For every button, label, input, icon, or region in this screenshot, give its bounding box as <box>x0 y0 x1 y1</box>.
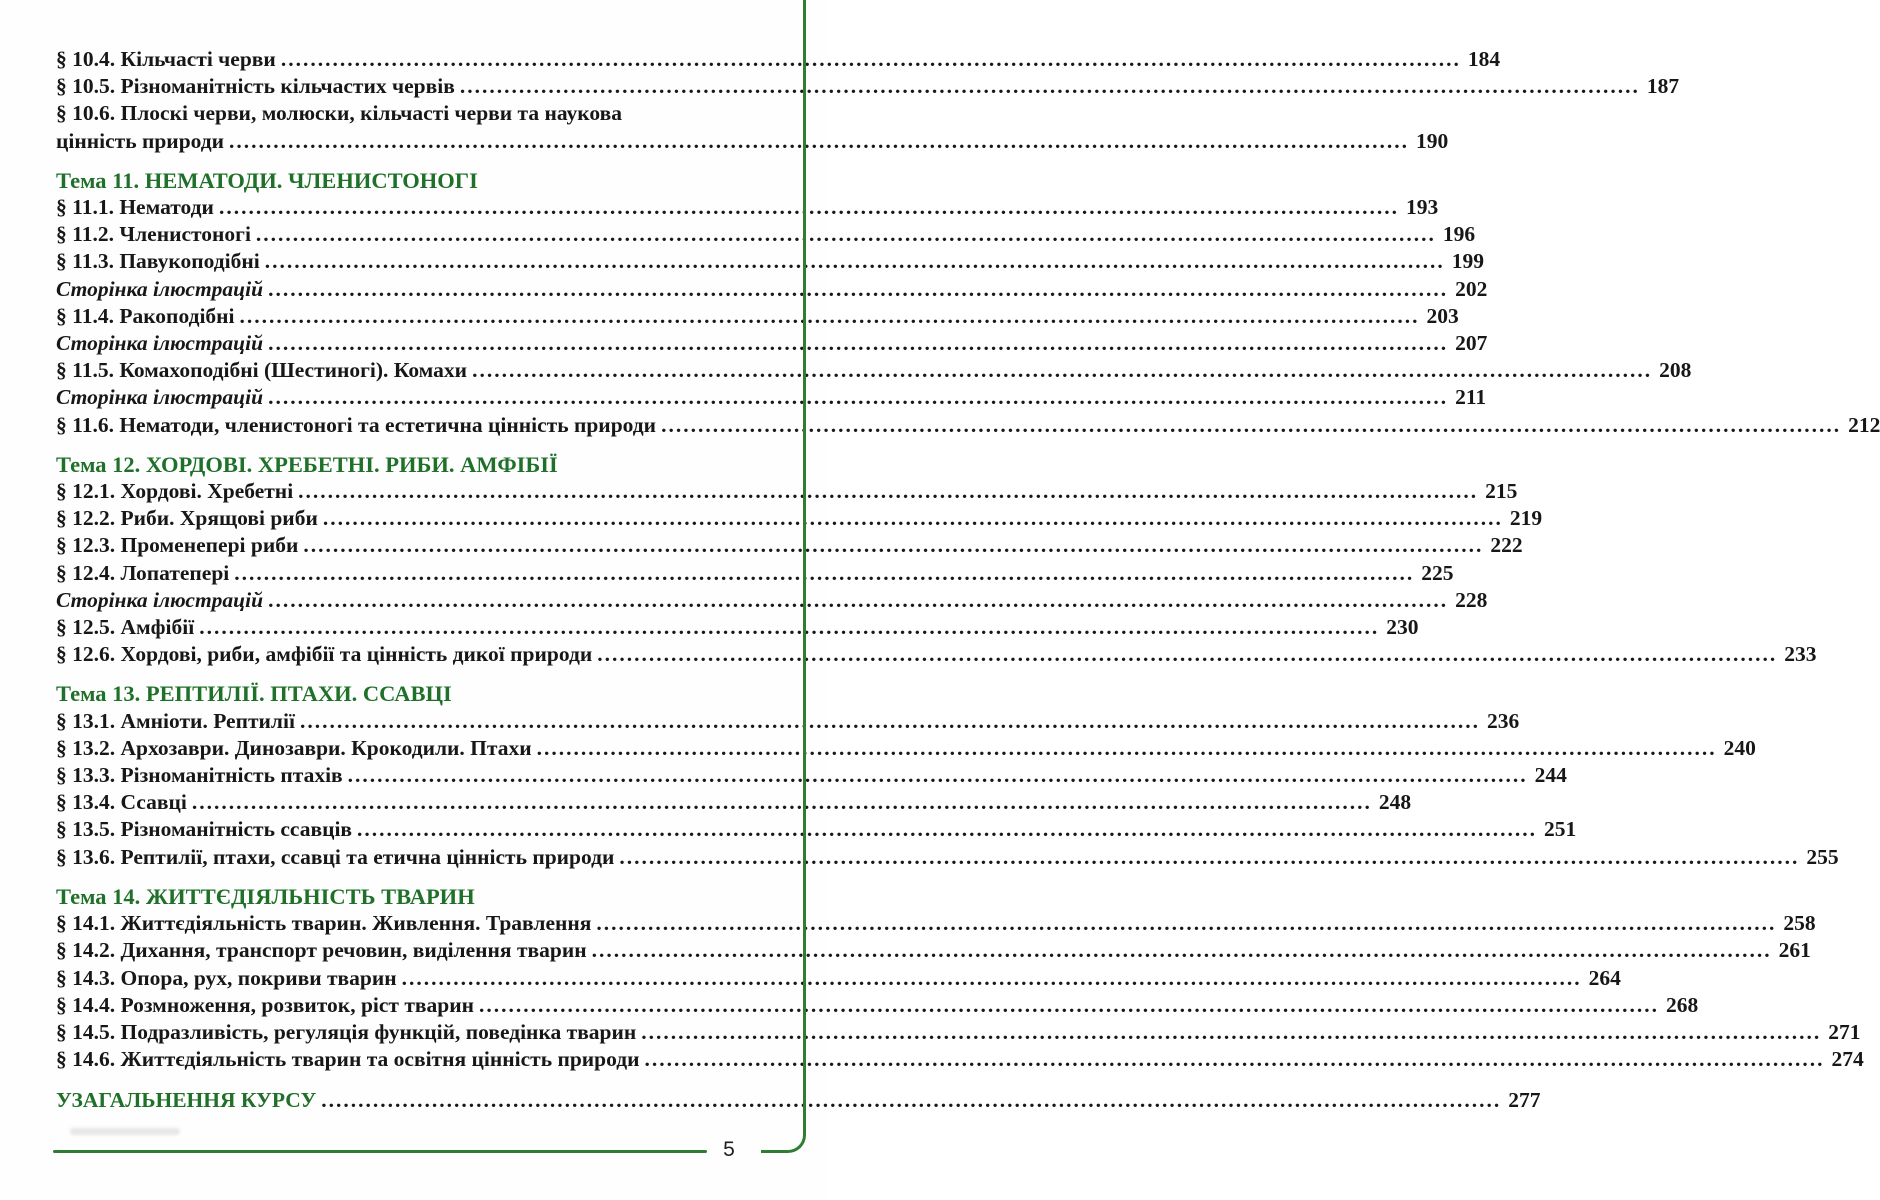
toc-page-number: 219 <box>1509 506 1543 531</box>
toc-entry-label: Сторінка ілюстрацій <box>56 587 264 612</box>
toc-entry-label: § 13.1. Амніоти. Рептилії <box>56 708 295 733</box>
toc-entry-label: § 12.3. Променепері риби <box>56 533 299 558</box>
toc-entry <box>56 194 1439 221</box>
toc-entry-label: § 13.2. Архозаври. Динозаври. Крокодили. Птахи <box>56 735 532 760</box>
toc-entry <box>56 412 1880 439</box>
toc-page-number: 236 <box>1486 708 1520 733</box>
toc-entry <box>56 384 1487 411</box>
toc-entry <box>56 478 1518 505</box>
toc-page-number: 193 <box>1405 195 1439 220</box>
toc-page-number: 222 <box>1490 533 1523 558</box>
toc-dot-leader: ................................................................................................................................................................ <box>268 385 1449 410</box>
right-green-border <box>761 0 806 1153</box>
toc-page-number: 251 <box>1544 817 1577 842</box>
toc-dot-leader: ................................................................................................................................................................ <box>264 249 1445 274</box>
toc-dot-leader: ................................................................................................................................................................ <box>459 74 1640 99</box>
toc-page-number: 248 <box>1378 790 1412 815</box>
scan-artifact <box>70 1128 180 1135</box>
toc-entry <box>56 1087 1541 1114</box>
toc-dot-leader: ................................................................................................................................................................ <box>298 479 1479 504</box>
toc-entry-label: Сторінка ілюстрацій <box>56 331 264 356</box>
toc-dot-leader: ................................................................................................................................................................ <box>472 358 1653 383</box>
toc-entry-label: § 10.6. Плоскі черви, молюски, кільчасті черви та наукова <box>56 101 622 126</box>
toc-dot-leader: ................................................................................................................................................................ <box>401 965 1582 990</box>
toc-entry-label: § 12.1. Хордові. Хребетні <box>56 479 294 504</box>
toc-entry-label: § 11.1. Нематоди <box>56 195 214 220</box>
toc-dot-leader: ................................................................................................................................................................ <box>280 47 1461 71</box>
toc-entry-label: § 11.6. Нематоди, членистоногі та естетична цінність природи <box>56 412 657 437</box>
toc-dot-leader: ................................................................................................................................................................ <box>479 992 1660 1017</box>
toc-dot-leader: ................................................................................................................................................................ <box>661 412 1842 437</box>
toc-page-number: 258 <box>1783 911 1816 936</box>
toc-entry <box>56 248 1484 275</box>
toc-page-number: 212 <box>1848 412 1880 437</box>
toc-dot-leader: ................................................................................................................................................................ <box>268 331 1449 356</box>
toc-page-number: 240 <box>1723 735 1756 760</box>
toc-entry-label: § 12.6. Хордові, риби, амфібії та цінність дикої природи <box>56 642 593 667</box>
toc-dot-leader: ................................................................................................................................................................ <box>322 506 1503 531</box>
toc-entry <box>56 357 1692 384</box>
toc-dot-leader: ................................................................................................................................................................ <box>234 560 1415 585</box>
toc-entry-label: § 13.3. Різноманітність птахів <box>56 763 343 788</box>
toc-entry <box>56 46 1501 73</box>
toc-entry-label: § 14.5. Подразливість, регуляція функцій, поведінка тварин <box>56 1019 637 1044</box>
toc-entry-label: § 11.2. Членистоногі <box>56 222 251 247</box>
toc-page-number: 199 <box>1451 249 1484 274</box>
toc-dot-leader: ................................................................................................................................................................ <box>644 1047 1825 1072</box>
toc-page-number: 268 <box>1666 992 1699 1017</box>
toc-dot-leader: ................................................................................................................................................................ <box>299 708 1480 733</box>
toc-page-number: 202 <box>1455 276 1488 301</box>
toc-entry <box>56 303 1459 330</box>
toc-entry-label: § 14.1. Життєдіяльність тварин. Живлення. Травлення <box>56 911 592 936</box>
toc-entry <box>56 532 1523 559</box>
toc-entry-label: § 12.2. Риби. Хрящові риби <box>56 506 318 531</box>
toc-page-number: 255 <box>1806 844 1839 869</box>
toc-entry <box>56 965 1621 992</box>
toc-dot-leader: ................................................................................................................................................................ <box>619 844 1800 869</box>
toc-entry-label: § 11.3. Павукоподібні <box>56 249 260 274</box>
toc-page-number: 187 <box>1646 74 1680 99</box>
toc-entry <box>56 276 1488 303</box>
section-heading: Тема 12. ХОРДОВІ. ХРЕБЕТНІ. РИБИ. АМФІБІЇ <box>56 451 558 477</box>
toc-page-number: 277 <box>1508 1088 1541 1113</box>
toc-entry <box>56 735 1756 762</box>
toc-entry-label: § 13.6. Рептилії, птахи, ссавці та етична цінність природи <box>56 844 615 869</box>
toc-entry <box>56 708 1520 735</box>
toc-entry <box>56 505 1543 532</box>
toc-entry <box>56 330 1488 357</box>
section-heading: Тема 11. НЕМАТОДИ. ЧЛЕНИСТОНОГІ <box>56 167 478 193</box>
toc-page-number: 211 <box>1455 385 1487 410</box>
toc-dot-leader: ................................................................................................................................................................ <box>268 276 1449 301</box>
toc-entry-label: Сторінка ілюстрацій <box>56 385 264 410</box>
footer-rule <box>53 1150 707 1153</box>
toc-dot-leader: ................................................................................................................................................................ <box>191 790 1372 815</box>
toc-entry-label: Сторінка ілюстрацій <box>56 276 264 301</box>
toc-page-number: 225 <box>1421 560 1454 585</box>
toc-entry-label: § 12.4. Лопатепері <box>56 560 230 585</box>
toc-entry-label: § 10.5. Різноманітність кільчастих червів <box>56 74 455 99</box>
toc-dot-leader: ................................................................................................................................................................ <box>536 735 1717 760</box>
toc-dot-leader: ................................................................................................................................................................ <box>199 615 1380 640</box>
toc-list <box>56 46 1880 1115</box>
toc-page-number: 274 <box>1831 1047 1864 1072</box>
toc-dot-leader: ................................................................................................................................................................ <box>597 642 1778 667</box>
toc-entry <box>56 937 1811 964</box>
toc-entry <box>56 100 764 127</box>
toc-entry-label: § 12.5. Амфібії <box>56 615 195 640</box>
toc-entry <box>56 1019 1861 1046</box>
toc-dot-leader: ................................................................................................................................................................ <box>321 1088 1502 1113</box>
toc-entry <box>56 614 1419 641</box>
toc-dot-leader: ................................................................................................................................................................ <box>268 587 1449 612</box>
toc-page-number: 228 <box>1455 587 1488 612</box>
toc-page-number: 184 <box>1467 47 1501 71</box>
toc-page-number: 244 <box>1534 763 1567 788</box>
toc-dot-leader: ................................................................................................................................................................ <box>255 222 1436 247</box>
toc-entry <box>56 910 1816 937</box>
toc-page-number: 261 <box>1778 938 1811 963</box>
toc-page-number: 271 <box>1828 1019 1861 1044</box>
toc-entry <box>56 816 1577 843</box>
section-heading: Тема 14. ЖИТТЄДІЯЛЬНІСТЬ ТВАРИН <box>56 883 475 909</box>
toc-page-number: 215 <box>1485 479 1518 504</box>
page-number: 5 <box>723 1138 735 1161</box>
toc-entry-label: § 14.3. Опора, рух, покриви тварин <box>56 965 397 990</box>
toc-page-number: 207 <box>1455 331 1488 356</box>
toc-entry <box>56 587 1488 614</box>
toc-entry <box>56 641 1817 668</box>
toc-dot-leader: ................................................................................................................................................................ <box>641 1019 1822 1044</box>
toc-dot-leader: ................................................................................................................................................................ <box>229 128 1410 153</box>
toc-page-number: 230 <box>1386 615 1419 640</box>
toc-entry <box>56 73 1680 100</box>
toc-entry <box>56 762 1567 789</box>
toc-page-number: 233 <box>1784 642 1817 667</box>
toc-page-number: 196 <box>1442 222 1476 247</box>
toc-entry-label: § 11.5. Комахоподібні (Шестиногі). Комахи <box>56 358 468 383</box>
toc-entry-label: УЗАГАЛЬНЕННЯ КУРСУ <box>56 1088 317 1113</box>
toc-page-number: 264 <box>1588 965 1621 990</box>
toc-page-number: 190 <box>1416 128 1449 153</box>
toc-dot-leader: ................................................................................................................................................................ <box>239 303 1420 328</box>
toc-entry-label: § 14.2. Дихання, транспорт речовин, виділення тварин <box>56 938 587 963</box>
toc-entry-label: цінність природи <box>56 128 225 153</box>
toc-entry-label: § 14.6. Життєдіяльність тварин та освітня цінність природи <box>56 1047 640 1072</box>
toc-dot-leader: ................................................................................................................................................................ <box>357 817 1538 842</box>
section-heading: Тема 13. РЕПТИЛІЇ. ПТАХИ. ССАВЦІ <box>56 681 452 707</box>
toc-dot-leader: ................................................................................................................................................................ <box>596 911 1777 936</box>
toc-entry-label: § 13.5. Різноманітність ссавців <box>56 817 353 842</box>
toc-entry <box>56 844 1839 871</box>
toc-dot-leader: ................................................................................................................................................................ <box>591 938 1772 963</box>
toc-entry <box>56 1046 1864 1073</box>
toc-entry-label: § 14.4. Розмноження, розвиток, ріст тварин <box>56 992 475 1017</box>
toc-entry-label: § 11.4. Ракоподібні <box>56 303 235 328</box>
toc-entry <box>56 789 1412 816</box>
toc-entry <box>56 221 1476 248</box>
toc-entry <box>56 128 1449 155</box>
toc-page-number: 203 <box>1426 303 1459 328</box>
toc-entry <box>56 560 1454 587</box>
toc-entry-label: § 13.4. Ссавці <box>56 790 187 815</box>
toc-dot-leader: ................................................................................................................................................................ <box>347 763 1528 788</box>
toc-dot-leader: ................................................................................................................................................................ <box>303 533 1484 558</box>
toc-page-number: 208 <box>1659 358 1692 383</box>
toc-entry <box>56 992 1699 1019</box>
toc-dot-leader: ................................................................................................................................................................ <box>218 195 1399 220</box>
toc-entry-label: § 10.4. Кільчасті черви <box>56 47 276 71</box>
